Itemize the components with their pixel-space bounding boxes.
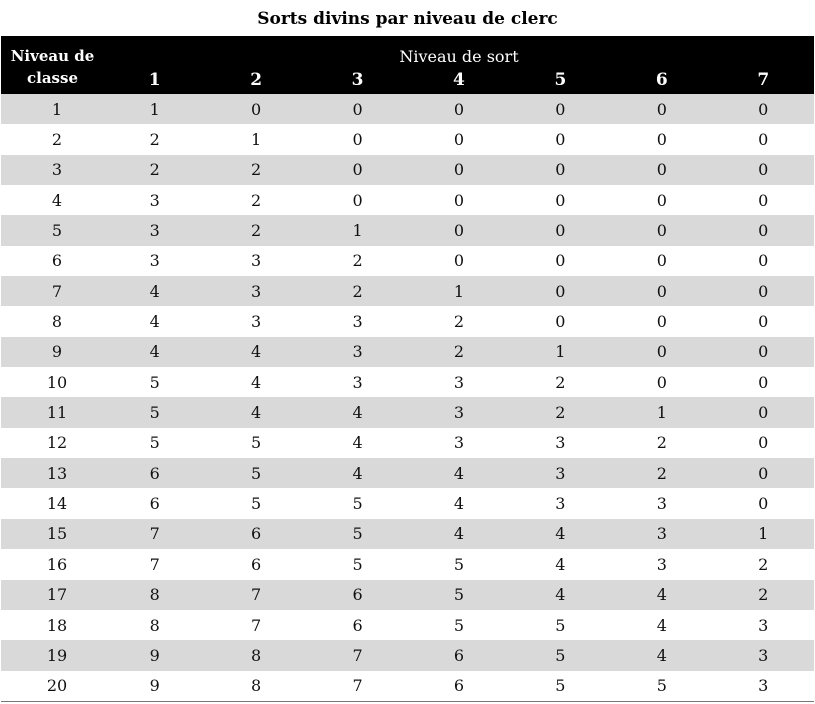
table-row [1,397,814,427]
spell-slot-cell: 6 [149,463,160,483]
spell-slot-cell: 4 [251,342,262,362]
spell-level-2-header: 2 [250,70,263,90]
spell-slot-cell: 0 [555,99,566,119]
class-level-cell [1,458,104,488]
spell-slot-cell: 0 [352,190,363,210]
spell-slot-cell: 0 [453,160,465,180]
spell-slot-cell: 8 [251,645,262,665]
class-level-header [1,36,104,94]
spell-slot-cell: 0 [656,372,667,392]
spell-level-7-header: 7 [757,70,770,90]
spell-slot-cell: 5 [453,615,465,635]
spell-slot-cell: 9 [149,645,160,665]
spell-slot-cell: 3 [149,190,160,210]
spell-slot-cell: 8 [149,615,160,635]
class-level-cell [1,185,104,215]
class-level-value: 14 [46,494,68,514]
spell-slot-cell: 0 [555,251,566,271]
spell-slot-cell: 4 [656,615,667,635]
spell-slot-cell: 3 [251,251,262,271]
spell-slot-cell: 3 [555,494,566,514]
spell-slot-cell: 5 [352,554,363,574]
table-title: Sorts divins par niveau de clerc [257,9,558,29]
spell-slot-cell: 4 [656,585,667,605]
spell-slot-cell: 0 [453,130,465,150]
spell-slot-cell: 3 [352,372,363,392]
table-header [1,36,814,94]
spell-slot-cell: 7 [251,585,262,605]
table-row [1,94,814,124]
class-level-cell [1,397,104,427]
class-level-value: 4 [51,190,63,210]
spell-level-header: Niveau de sort [399,47,519,66]
spell-slot-cell: 7 [251,615,262,635]
spell-slot-cell: 3 [758,645,769,665]
spell-slot-cell: 0 [758,190,769,210]
class-level-cell [1,580,104,610]
spell-slot-cell: 3 [453,372,465,392]
spell-slot-cell: 0 [555,160,566,180]
table-row [1,671,814,702]
spell-slot-cell: 4 [453,463,465,483]
spell-slot-cell: 3 [758,615,769,635]
spell-slot-cell: 4 [352,463,363,483]
spell-level-3-header: 3 [351,70,364,90]
spell-slot-cell: 0 [758,281,769,301]
spell-slot-cell: 0 [758,342,769,362]
spell-slot-cell: 0 [453,99,465,119]
spell-slot-cell: 1 [656,403,667,423]
class-level-cell [1,276,104,306]
spell-slot-cell: 0 [758,99,769,119]
class-level-cell [1,155,104,185]
class-level-value: 8 [51,312,63,332]
class-level-value: 15 [46,524,68,544]
class-level-cell [1,246,104,276]
class-level-cell [1,428,104,458]
class-level-value: 17 [46,585,68,605]
spell-slot-cell: 0 [758,251,769,271]
spell-slot-cell: 2 [656,463,667,483]
class-level-cell [1,367,104,397]
spell-slot-cell: 1 [251,130,262,150]
spell-slot-cell: 3 [352,342,363,362]
spells-per-level-table [1,36,814,702]
class-level-value: 5 [51,221,63,241]
spell-level-5-header: 5 [554,70,567,90]
table-row [1,610,814,640]
spell-slot-cell: 5 [352,524,363,544]
spell-slot-cell: 3 [149,221,160,241]
spell-slot-cell: 2 [453,312,465,332]
spell-slot-cell: 4 [453,494,465,514]
spell-slot-cell: 0 [758,494,769,514]
spell-slot-cell: 0 [352,160,363,180]
spell-slot-cell: 0 [656,221,667,241]
class-level-value: 18 [46,615,68,635]
spell-slot-cell: 5 [656,676,667,696]
table-row [1,246,814,276]
class-level-value: 16 [46,554,68,574]
spell-slot-cell: 0 [555,190,566,210]
spell-slot-cell: 0 [453,251,465,271]
spell-slot-cell: 0 [656,190,667,210]
table-row [1,124,814,154]
spell-slot-cell: 3 [555,463,566,483]
spell-slot-cell: 1 [352,221,363,241]
spell-slot-cell: 0 [758,433,769,453]
spell-slot-cell: 8 [251,676,262,696]
spell-slot-cell: 2 [555,372,566,392]
class-level-value: 7 [51,281,63,301]
class-level-value: 3 [51,160,63,180]
spell-slot-cell: 2 [758,554,769,574]
spell-slot-cell: 0 [555,312,566,332]
spell-slot-cell: 3 [555,433,566,453]
spell-slot-cell: 0 [352,99,363,119]
spell-slot-cell: 4 [149,312,160,332]
table-body [1,94,814,701]
spell-slot-cell: 5 [555,676,566,696]
spell-slot-cell: 2 [251,221,262,241]
spell-slot-cell: 2 [656,433,667,453]
class-level-header-line1: Niveau de [10,46,95,65]
spell-slot-cell: 0 [453,221,465,241]
spell-slot-cell: 4 [149,342,160,362]
spell-slot-cell: 1 [149,99,160,119]
class-level-value: 20 [46,676,68,696]
table-row [1,155,814,185]
class-level-cell [1,671,104,702]
spell-slot-cell: 1 [758,524,769,544]
spell-slot-cell: 5 [555,645,566,665]
spell-slot-cell: 3 [453,403,465,423]
class-level-value: 9 [51,342,63,362]
spell-slot-cell: 6 [251,554,262,574]
table-row [1,549,814,579]
class-level-cell [1,640,104,670]
spell-slot-cell: 2 [758,585,769,605]
spell-slot-cell: 0 [656,312,667,332]
table-row [1,367,814,397]
spell-slot-cell: 5 [555,615,566,635]
spell-slot-cell: 3 [453,433,465,453]
spell-slot-cell: 0 [758,221,769,241]
spell-level-4-header: 4 [453,70,465,90]
spell-slot-cell: 5 [453,585,465,605]
class-level-cell [1,124,104,154]
spell-slot-cell: 5 [251,463,262,483]
spell-slot-cell: 6 [453,645,465,665]
spell-slot-cell: 3 [758,676,769,696]
spell-level-1-header: 1 [148,70,161,90]
spell-slot-cell: 7 [352,645,363,665]
spell-slot-cell: 3 [251,312,262,332]
table-row [1,306,814,336]
spell-slot-cell: 3 [251,281,262,301]
spell-slot-cell: 5 [149,403,160,423]
spell-slot-cell: 2 [149,160,160,180]
spell-slot-cell: 4 [149,281,160,301]
spell-slot-cell: 4 [656,645,667,665]
table-row [1,580,814,610]
spell-slot-cell: 3 [149,251,160,271]
spell-slot-cell: 0 [656,160,667,180]
spell-slot-cell: 0 [758,130,769,150]
spell-slot-cell: 0 [656,251,667,271]
spell-slot-cell: 5 [149,433,160,453]
spell-slot-cell: 0 [758,312,769,332]
spell-slot-cell: 2 [251,160,262,180]
class-level-value: 1 [51,99,63,119]
class-level-value: 10 [46,372,68,392]
spell-slot-cell: 6 [352,615,363,635]
spell-slot-cell: 9 [149,676,160,696]
spell-slot-cell: 0 [758,372,769,392]
spell-slot-cell: 4 [251,403,262,423]
spell-slot-cell: 7 [352,676,363,696]
spell-slot-cell: 0 [555,130,566,150]
spell-slot-cell: 8 [149,585,160,605]
spell-slot-cell: 0 [251,99,262,119]
spell-slot-cell: 6 [453,676,465,696]
spell-slot-cell: 3 [656,554,667,574]
class-level-cell [1,610,104,640]
table-row [1,276,814,306]
spell-slot-cell: 0 [555,281,566,301]
spell-slot-cell: 2 [251,190,262,210]
spell-slot-cell: 3 [656,494,667,514]
class-level-value: 2 [51,130,63,150]
class-level-cell [1,94,104,124]
spell-slot-cell: 4 [555,524,566,544]
spell-slot-cell: 5 [149,372,160,392]
class-level-value: 6 [51,251,63,271]
class-level-value: 12 [46,433,68,453]
spell-slot-cell: 2 [555,403,566,423]
class-level-value: 11 [46,403,68,423]
table-row [1,337,814,367]
spell-slot-cell: 1 [555,342,566,362]
spell-slot-cell: 2 [352,251,363,271]
table-row [1,428,814,458]
spell-slot-cell: 6 [251,524,262,544]
spell-slot-cell: 0 [758,160,769,180]
spell-slot-cell: 4 [555,585,566,605]
table-row [1,458,814,488]
spell-slot-cell: 6 [149,494,160,514]
spell-slot-cell: 0 [453,190,465,210]
spell-level-6-header: 6 [655,70,668,90]
spell-slot-cell: 5 [251,433,262,453]
spell-slot-cell: 4 [453,524,465,544]
spell-slot-cell: 0 [656,281,667,301]
class-level-header-line2: classe [27,68,78,87]
spell-slot-cell: 7 [149,554,160,574]
class-level-value: 13 [46,463,68,483]
spell-slot-cell: 3 [656,524,667,544]
table-row [1,640,814,670]
spell-slot-cell: 4 [352,403,363,423]
class-level-cell [1,306,104,336]
spell-slot-cell: 2 [453,342,465,362]
spell-slot-cell: 6 [352,585,363,605]
spell-slot-cell: 5 [352,494,363,514]
spell-slot-cell: 0 [352,130,363,150]
spell-slot-cell: 4 [352,433,363,453]
spell-slot-cell: 3 [352,312,363,332]
class-level-cell [1,519,104,549]
spell-slot-cell: 0 [758,403,769,423]
spell-slot-cell: 1 [453,281,465,301]
class-level-cell [1,488,104,518]
class-level-cell [1,215,104,245]
spell-slot-cell: 0 [656,99,667,119]
spell-slot-cell: 5 [251,494,262,514]
spell-slot-cell: 4 [555,554,566,574]
header-row-group [1,36,814,66]
spell-slot-cell: 4 [251,372,262,392]
table-row [1,215,814,245]
class-level-value: 19 [46,645,68,665]
spell-slot-cell: 0 [758,463,769,483]
table-row [1,488,814,518]
header-row-spell-levels [1,66,814,94]
spell-slot-cell: 0 [555,221,566,241]
table-row [1,185,814,215]
class-level-cell [1,549,104,579]
spell-slot-cell: 7 [149,524,160,544]
spell-slot-cell: 5 [453,554,465,574]
class-level-cell [1,337,104,367]
spell-slot-cell: 0 [656,130,667,150]
spell-slot-cell: 0 [656,342,667,362]
table-row [1,519,814,549]
spell-slot-cell: 2 [352,281,363,301]
spell-slot-cell: 2 [149,130,160,150]
